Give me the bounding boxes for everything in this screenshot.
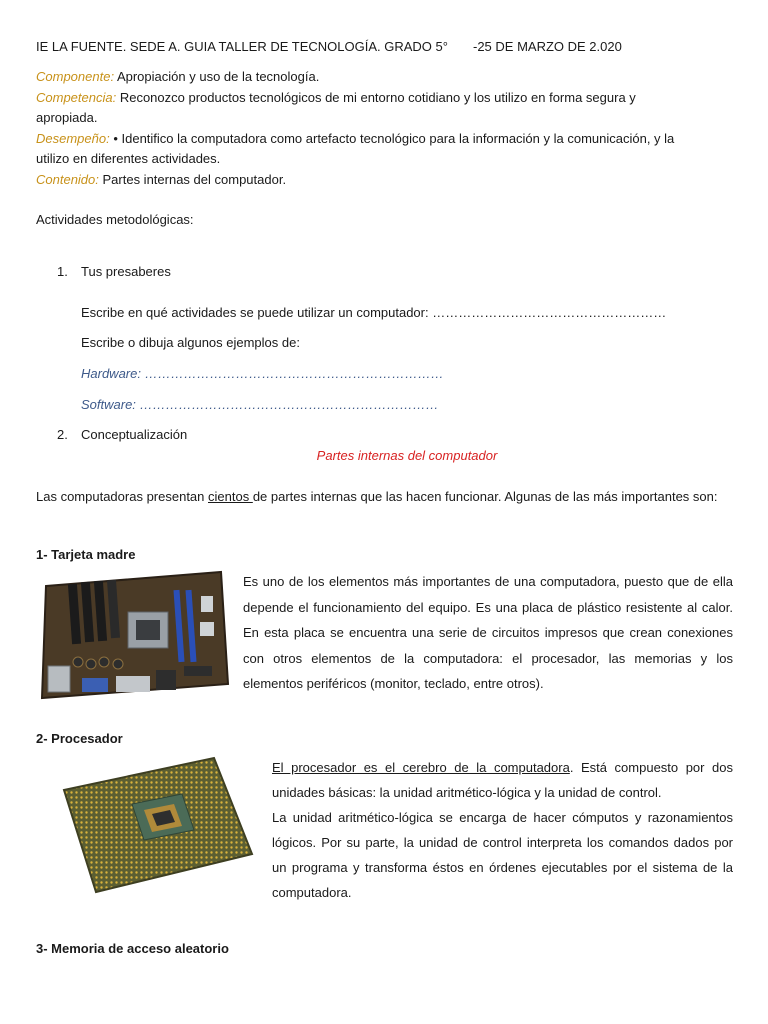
motherboard-icon <box>36 566 231 708</box>
componente-label: Componente: <box>36 69 115 84</box>
list-number: 2. <box>57 427 68 442</box>
intro-post: de partes internas que las hacen funcionar. Algunas de las más importantes son: <box>252 489 718 504</box>
desempeno-line-2: utilizo en diferentes actividades. <box>36 151 221 166</box>
processor-description <box>272 755 733 805</box>
desempeno-text: • Identifico la computadora como artefacto tecnológico para la información y la comunicación, y la <box>109 131 675 146</box>
title-text: IE LA FUENTE. SEDE A. GUIA TALLER DE TECNOLOGÍA. GRADO 5° <box>36 39 448 54</box>
section-subtitle: Partes internas del computador <box>316 448 498 463</box>
cpu-chip-icon <box>44 750 262 895</box>
motherboard-description: Es uno de los elementos más importantes de una computadora, puesto que de ella depende el funcionamiento del equipo. Es una placa de plástico resistente al calor. En esta placa se encuentra una serie de circuitos impresos que crean conexiones con otros elementos de la computadora: el procesador, las memorias y los elementos periféricos (monitor, teclado, entre otros). <box>243 574 733 691</box>
hardware-blank: …………………………………………………………… <box>140 366 444 381</box>
intro-underlined: cientos <box>208 489 253 504</box>
software-blank: …………………………………………………………… <box>135 397 439 412</box>
processor-text: . Está compuesto por dos unidades básicas: la unidad aritmético-lógica y la unidad de control. <box>272 760 733 800</box>
section-heading-motherboard: 1- Tarjeta madre <box>36 547 136 562</box>
hardware-label: Hardware: <box>81 366 141 381</box>
list-number: 1. <box>57 264 68 279</box>
document-title <box>36 37 448 57</box>
contenido-label: Contenido: <box>36 172 99 187</box>
question-examples: Escribe o dibuja algunos ejemplos de: <box>81 335 300 350</box>
componente-line <box>36 67 319 87</box>
intro-pre: Las computadoras presentan <box>36 489 208 504</box>
list-item-title: Conceptualización <box>81 427 188 442</box>
motherboard-image <box>36 566 231 708</box>
list-item-conceptualizacion <box>57 425 187 445</box>
contenido-text: Partes internas del computador. <box>98 172 287 187</box>
desempeno-label: Desempeño: <box>36 131 110 146</box>
competencia-line <box>36 88 636 108</box>
processor-underlined: El procesador es el cerebro de la computadora <box>272 760 570 775</box>
section-heading-ram: 3- Memoria de acceso aleatorio <box>36 941 229 956</box>
competencia-label: Competencia: <box>36 90 117 105</box>
competencia-line-2: apropiada. <box>36 110 98 125</box>
intro-paragraph <box>36 484 733 509</box>
competencia-text: Reconozco productos tecnológicos de mi entorno cotidiano y los utilizo en forma segura y <box>116 90 636 105</box>
processor-image <box>44 750 262 895</box>
processor-description-2: La unidad aritmético-lógica se encarga de hacer cómputos y razonamientos lógicos. Por su parte, la unidad de control interpreta los comandos dados por un programa y transforma éstos en órdenes ejecutables por el sistema de la computadora. <box>272 810 733 900</box>
componente-text: Apropiación y uso de la tecnología. <box>114 69 320 84</box>
desempeno-line <box>36 129 674 149</box>
activities-heading: Actividades metodológicas: <box>36 212 194 227</box>
software-line <box>81 395 439 415</box>
list-item-title: Tus presaberes <box>81 264 171 279</box>
hardware-line <box>81 364 444 384</box>
document-date: -25 DE MARZO DE 2.020 <box>473 39 622 54</box>
section-heading-processor: 2- Procesador <box>36 731 123 746</box>
software-label: Software: <box>81 397 136 412</box>
contenido-line <box>36 170 286 190</box>
list-item-presaberes <box>57 262 171 282</box>
question-activities: Escribe en qué actividades se puede utilizar un computador: ……………………………………………… <box>81 305 667 320</box>
